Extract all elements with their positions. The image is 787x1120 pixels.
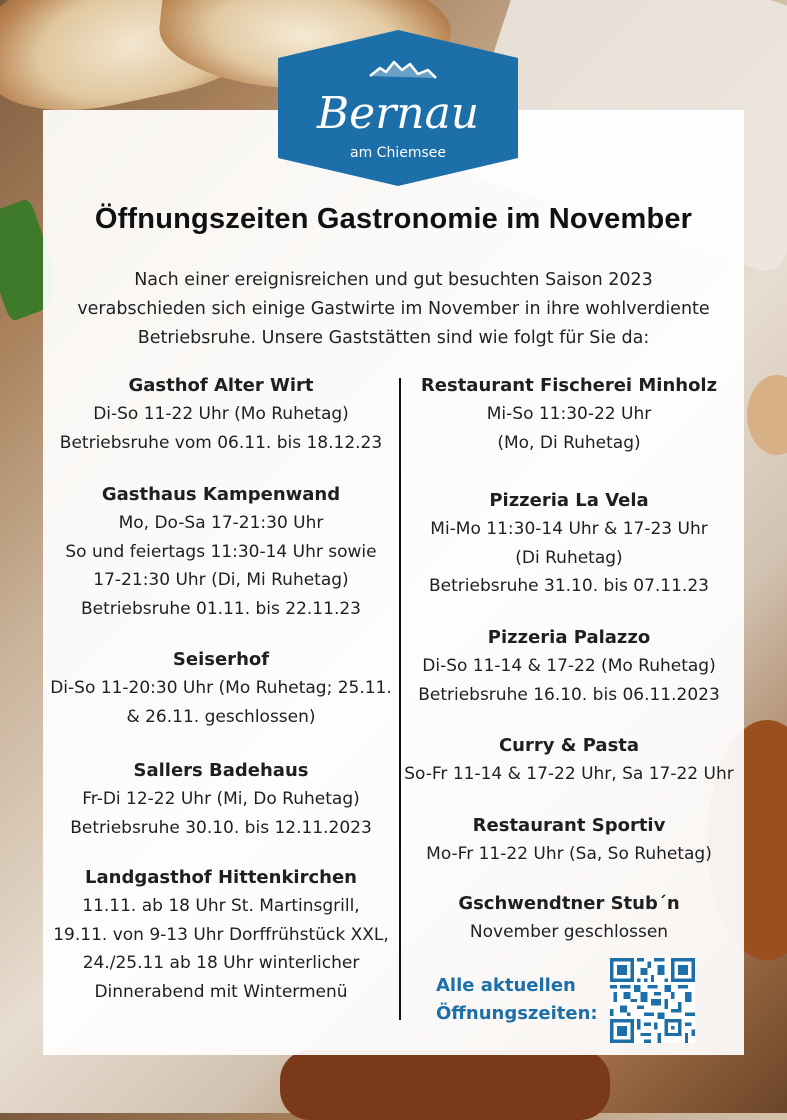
callout-line: Alle aktuellen	[436, 975, 576, 996]
hours-line: (Mo, Di Ruhetag)	[497, 432, 641, 453]
restaurant-entry	[401, 890, 737, 947]
restaurant-entry	[43, 864, 399, 1006]
restaurant-entry	[43, 757, 399, 842]
hours-line: Di-So 11-14 & 17-22 (Mo Ruhetag)	[422, 656, 716, 676]
hours-line: November geschlossen	[469, 922, 669, 942]
hours-line: Dinnerabend mit Wintermenü	[94, 981, 348, 1002]
restaurant-name: Curry & Pasta	[498, 735, 640, 756]
hours-line: Betriebsruhe 16.10. bis 06.11.2023	[418, 684, 720, 705]
logo-subtitle: am Chiemsee	[350, 145, 446, 161]
restaurant-name: Restaurant Sportiv	[472, 815, 666, 836]
restaurant-entry	[401, 732, 737, 789]
hours-line: Betriebsruhe vom 06.11. bis 18.12.23	[59, 432, 383, 453]
bernau-logo	[278, 30, 518, 186]
restaurant-name: Gasthaus Kampenwand	[101, 484, 341, 505]
intro-line: Betriebsruhe. Unsere Gaststätten sind wie folgt für Sie da:	[137, 328, 650, 348]
hours-line: So-Fr 11-14 & 17-22 Uhr, Sa 17-22 Uhr	[404, 764, 734, 784]
intro-text	[43, 266, 744, 353]
all-hours-callout	[436, 972, 598, 1028]
restaurant-entry	[401, 372, 737, 457]
restaurant-name: Landgasthof Hittenkirchen	[85, 867, 357, 888]
hours-line: Mo-Fr 11-22 Uhr (Sa, So Ruhetag)	[426, 844, 712, 864]
qr-code-icon[interactable]	[610, 958, 695, 1043]
restaurant-name: Sallers Badehaus	[133, 760, 309, 781]
hours-line: Mo, Do-Sa 17-21:30 Uhr	[118, 513, 324, 533]
background-spoon	[747, 375, 787, 455]
restaurant-entry	[401, 487, 737, 601]
restaurant-name: Gasthof Alter Wirt	[128, 375, 314, 396]
hours-line: 17-21:30 Uhr (Di, Mi Ruhetag)	[93, 570, 349, 590]
page-title: Öffnungszeiten Gastronomie im November	[94, 203, 693, 235]
restaurant-entry	[43, 372, 399, 457]
hours-line: 24./25.11 ab 18 Uhr winterlicher	[82, 953, 360, 973]
restaurant-name: Seiserhof	[172, 649, 270, 670]
hours-line: 19.11. von 9-13 Uhr Dorffrühstück XXL,	[53, 924, 389, 945]
logo-wordmark: Bernau	[316, 88, 480, 139]
hours-line: Fr-Di 12-22 Uhr (Mi, Do Ruhetag)	[82, 789, 360, 809]
hours-line: Betriebsruhe 30.10. bis 12.11.2023	[70, 817, 372, 838]
hours-line: Mi-So 11:30-22 Uhr	[486, 404, 652, 424]
callout-line: Öffnungszeiten:	[436, 1003, 598, 1024]
intro-line: Nach einer ereignisreichen und gut besuchten Saison 2023	[134, 270, 653, 290]
hours-line: Mi-Mo 11:30-14 Uhr & 17-23 Uhr	[430, 519, 708, 539]
hours-line: Di-So 11-22 Uhr (Mo Ruhetag)	[93, 404, 349, 424]
restaurant-entry	[401, 624, 737, 709]
background-pot	[280, 1050, 610, 1120]
hours-line: Betriebsruhe 31.10. bis 07.11.23	[429, 576, 709, 596]
hours-line: & 26.11. geschlossen)	[126, 706, 316, 727]
hours-line: Di-So 11-20:30 Uhr (Mo Ruhetag; 25.11.	[50, 678, 392, 698]
restaurant-name: Gschwendtner Stub´n	[458, 893, 680, 914]
restaurant-name: Pizzeria La Vela	[489, 490, 649, 511]
hours-line: (Di Ruhetag)	[515, 547, 623, 568]
restaurant-entry	[43, 481, 399, 623]
hours-line: So und feiertags 11:30-14 Uhr sowie	[65, 541, 377, 562]
restaurant-name: Restaurant Fischerei Minholz	[420, 375, 718, 396]
restaurant-entry	[43, 646, 399, 731]
hours-line: 11.11. ab 18 Uhr St. Martinsgrill,	[82, 896, 360, 916]
restaurant-entry	[401, 812, 737, 869]
restaurant-name: Pizzeria Palazzo	[487, 627, 651, 648]
hours-line: Betriebsruhe 01.11. bis 22.11.23	[81, 598, 361, 619]
intro-line: verabschieden sich einige Gastwirte im November in ihre wohlverdiente	[77, 299, 710, 319]
